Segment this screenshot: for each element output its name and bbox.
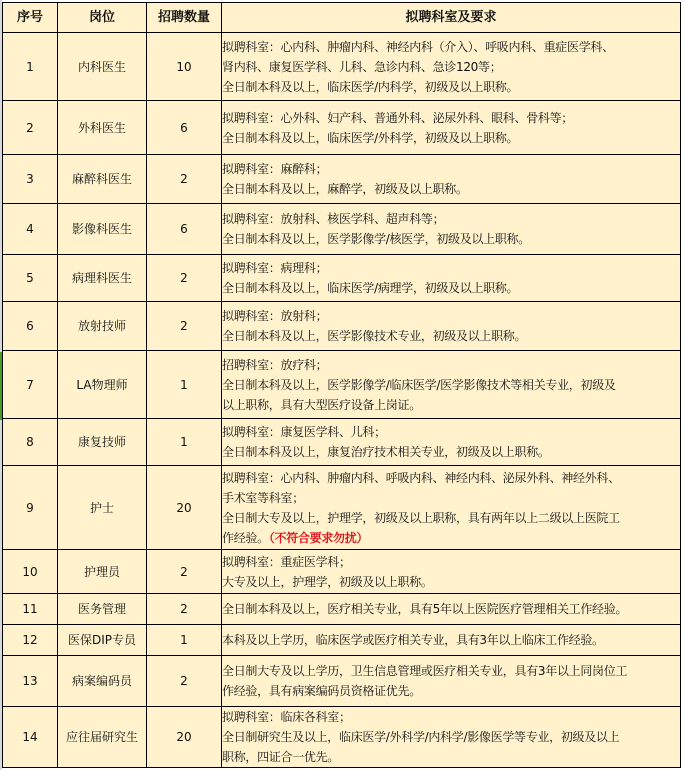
requirement-line [222, 630, 680, 650]
requirement-line [222, 57, 680, 77]
cell-no[interactable]: 7 [3, 351, 58, 419]
cell-position[interactable]: 医务管理 [58, 594, 147, 625]
cell-requirements[interactable] [222, 155, 681, 204]
requirement-text: 拟聘科室：麻醉科； [222, 162, 328, 176]
cell-requirements[interactable] [222, 419, 681, 466]
cell-count[interactable]: 6 [147, 204, 222, 255]
cell-position[interactable]: 病理科医生 [58, 255, 147, 302]
table-row [3, 707, 681, 768]
cell-requirements[interactable] [222, 101, 681, 155]
cell-requirements[interactable] [222, 33, 681, 101]
cell-no[interactable]: 10 [3, 550, 58, 594]
requirement-text: 作经验，具有病案编码员资格证优先。 [222, 684, 421, 698]
cell-no[interactable]: 12 [3, 625, 58, 656]
requirement-text: 拟聘科室：心内科、肿瘤内科、呼吸内科、神经内科、泌尿外科、神经外科、 [222, 470, 620, 485]
cell-position[interactable]: 影像科医生 [58, 204, 147, 255]
cell-count[interactable]: 1 [147, 419, 222, 466]
cell-position[interactable]: LA物理师 [58, 351, 147, 419]
requirement-text: 拟聘科室：重症医学科； [222, 554, 351, 569]
requirement-line [222, 442, 680, 462]
requirement-text: 手术室等科室； [222, 490, 304, 505]
requirement-text: 本科及以上学历，临床医学或医疗相关专业，具有3年以上临床工作经验。 [222, 633, 604, 647]
cell-position[interactable]: 护理员 [58, 550, 147, 594]
cell-requirements[interactable] [222, 302, 681, 351]
requirement-line [222, 306, 680, 326]
cell-no[interactable]: 1 [3, 33, 58, 101]
cell-position[interactable]: 内科医生 [58, 33, 147, 101]
table-row [3, 625, 681, 656]
cell-requirements[interactable] [222, 550, 681, 594]
requirement-line [222, 681, 680, 701]
requirement-text: 招聘科室：放疗科； [222, 357, 328, 372]
requirement-text: 拟聘科室：心内科、肿瘤内科、神经内科（介入）、呼吸内科、重症医学科、 [222, 39, 614, 54]
requirement-line [222, 488, 680, 508]
cell-no[interactable]: 8 [3, 419, 58, 466]
requirement-text: 全日制大专及以上，护理学，初级及以上职称，具有两年以上二级以上医院工 [222, 510, 620, 525]
cell-position[interactable]: 麻醉科医生 [58, 155, 147, 204]
table-row [3, 550, 681, 594]
requirement-text: 拟聘科室：放射科； [222, 309, 328, 323]
cell-requirements[interactable] [222, 625, 681, 656]
cell-no[interactable]: 2 [3, 101, 58, 155]
requirement-text: 全日制本科及以上，康复治疗技术相关专业，初级及以上职称。 [222, 445, 550, 459]
requirement-text: 肾内科、康复医学科、儿科、急诊内科、急诊120等； [222, 59, 502, 74]
cell-no[interactable]: 6 [3, 302, 58, 351]
header-count[interactable]: 招聘数量 [147, 3, 222, 33]
cell-requirements[interactable] [222, 204, 681, 255]
requirement-text: 全日制大专及以上学历，卫生信息管理或医疗相关专业，具有3年以上同岗位工 [222, 664, 628, 678]
requirement-line [222, 395, 680, 415]
cell-position[interactable]: 护士 [58, 466, 147, 550]
requirement-line [222, 375, 680, 395]
cell-no[interactable]: 5 [3, 255, 58, 302]
header-requirements[interactable]: 拟聘科室及要求 [222, 3, 681, 33]
requirement-text: 职称，四证合一优先。 [222, 750, 340, 764]
requirement-text: 全日制本科及以上，临床医学/外科学，初级及以上职称。 [222, 130, 519, 145]
cell-position[interactable]: 病案编码员 [58, 656, 147, 707]
cell-requirements[interactable] [222, 351, 681, 419]
requirement-line [222, 278, 680, 298]
header-position[interactable]: 岗位 [58, 3, 147, 33]
requirement-text: 拟聘科室：放射科、核医学科、超声科等； [222, 212, 445, 226]
requirement-line [222, 661, 680, 681]
table-row [3, 204, 681, 255]
cell-count[interactable]: 10 [147, 33, 222, 101]
cell-requirements[interactable] [222, 255, 681, 302]
table-row [3, 155, 681, 204]
requirement-text: 拟聘科室：病理科； [222, 261, 328, 275]
cell-count[interactable]: 2 [147, 550, 222, 594]
requirement-line [222, 572, 680, 592]
requirement-line [222, 422, 680, 442]
cell-no[interactable]: 14 [3, 707, 58, 768]
requirement-text: 全日制本科及以上，医学影像学/临床医学/医学影像技术等相关专业，初级及 [222, 377, 616, 392]
requirement-line [222, 128, 680, 148]
requirement-text: 全日制本科及以上，临床医学/病理学，初级及以上职称。 [222, 281, 519, 295]
requirement-text: 拟聘科室：心外科、妇产科、普通外科、泌尿外科、眼科、骨科等； [222, 110, 574, 125]
cell-count[interactable]: 20 [147, 707, 222, 768]
cell-requirements[interactable] [222, 707, 681, 768]
requirement-line [222, 159, 680, 179]
requirement-text: 拟聘科室：康复医学科、儿科； [222, 425, 386, 439]
cell-requirements[interactable] [222, 466, 681, 550]
cell-position[interactable]: 外科医生 [58, 101, 147, 155]
cell-no[interactable]: 9 [3, 466, 58, 550]
table-row [3, 656, 681, 707]
recruitment-table [2, 2, 681, 768]
cell-count[interactable]: 1 [147, 351, 222, 419]
table-row [3, 101, 681, 155]
requirement-text: 以上职称，具有大型医疗设备上岗证。 [222, 397, 421, 412]
header-no[interactable]: 序号 [3, 3, 58, 33]
requirement-line [222, 508, 680, 528]
requirement-text: 全日制本科及以上，医学影像技术专业，初级及以上职称。 [222, 329, 527, 343]
requirement-line [222, 355, 680, 375]
requirement-line [222, 707, 680, 727]
cell-count[interactable]: 2 [147, 656, 222, 707]
header-row [3, 3, 681, 33]
requirement-text: 全日制本科及以上，医疗相关专业，具有5年以上医院医疗管理相关工作经验。 [222, 602, 628, 616]
cell-count[interactable]: 2 [147, 302, 222, 351]
warning-note: （不符合要求勿扰） [268, 530, 369, 545]
requirement-text: 大专及以上，护理学，初级及以上职称。 [222, 574, 433, 589]
cell-count[interactable]: 6 [147, 101, 222, 155]
requirement-text: 拟聘科室：临床各科室； [222, 710, 351, 724]
cell-count[interactable]: 2 [147, 155, 222, 204]
cell-position[interactable]: 医保DIP专员 [58, 625, 147, 656]
requirement-text: 作经验。 [222, 530, 269, 545]
cell-no[interactable]: 4 [3, 204, 58, 255]
requirement-line [222, 258, 680, 278]
requirement-line [222, 37, 680, 57]
requirement-line [222, 599, 680, 619]
requirement-line [222, 326, 680, 346]
requirement-text: 全日制本科及以上，麻醉学，初级及以上职称。 [222, 182, 468, 196]
requirement-line [222, 528, 680, 548]
requirement-line [222, 468, 680, 488]
requirement-line [222, 209, 680, 229]
cell-position[interactable]: 放射技师 [58, 302, 147, 351]
cell-position[interactable]: 应往届研究生 [58, 707, 147, 768]
table-row [3, 33, 681, 101]
table-row [3, 419, 681, 466]
requirement-line [222, 747, 680, 767]
cell-requirements[interactable] [222, 594, 681, 625]
cell-no[interactable]: 11 [3, 594, 58, 625]
cell-count[interactable]: 20 [147, 466, 222, 550]
cell-no[interactable]: 3 [3, 155, 58, 204]
cell-position[interactable]: 康复技师 [58, 419, 147, 466]
requirement-line [222, 229, 680, 249]
requirement-text: 全日制本科及以上，医学影像学/核医学，初级及以上职称。 [222, 232, 530, 246]
cell-count[interactable]: 1 [147, 625, 222, 656]
cell-no[interactable]: 13 [3, 656, 58, 707]
requirement-line [222, 179, 680, 199]
requirement-text: 全日制本科及以上，临床医学/内科学，初级及以上职称。 [222, 79, 519, 94]
cell-count[interactable]: 2 [147, 594, 222, 625]
cell-count[interactable]: 2 [147, 255, 222, 302]
table-row [3, 255, 681, 302]
table-row [3, 351, 681, 419]
requirement-line [222, 727, 680, 747]
requirement-line [222, 77, 680, 97]
table-row [3, 594, 681, 625]
requirement-line [222, 552, 680, 572]
requirement-text: 全日制研究生及以上，临床医学/外科学/内科学/影像医学等专业，初级及以上 [222, 730, 620, 744]
table-row [3, 302, 681, 351]
requirement-line [222, 108, 680, 128]
cell-requirements[interactable] [222, 656, 681, 707]
table-row [3, 466, 681, 550]
